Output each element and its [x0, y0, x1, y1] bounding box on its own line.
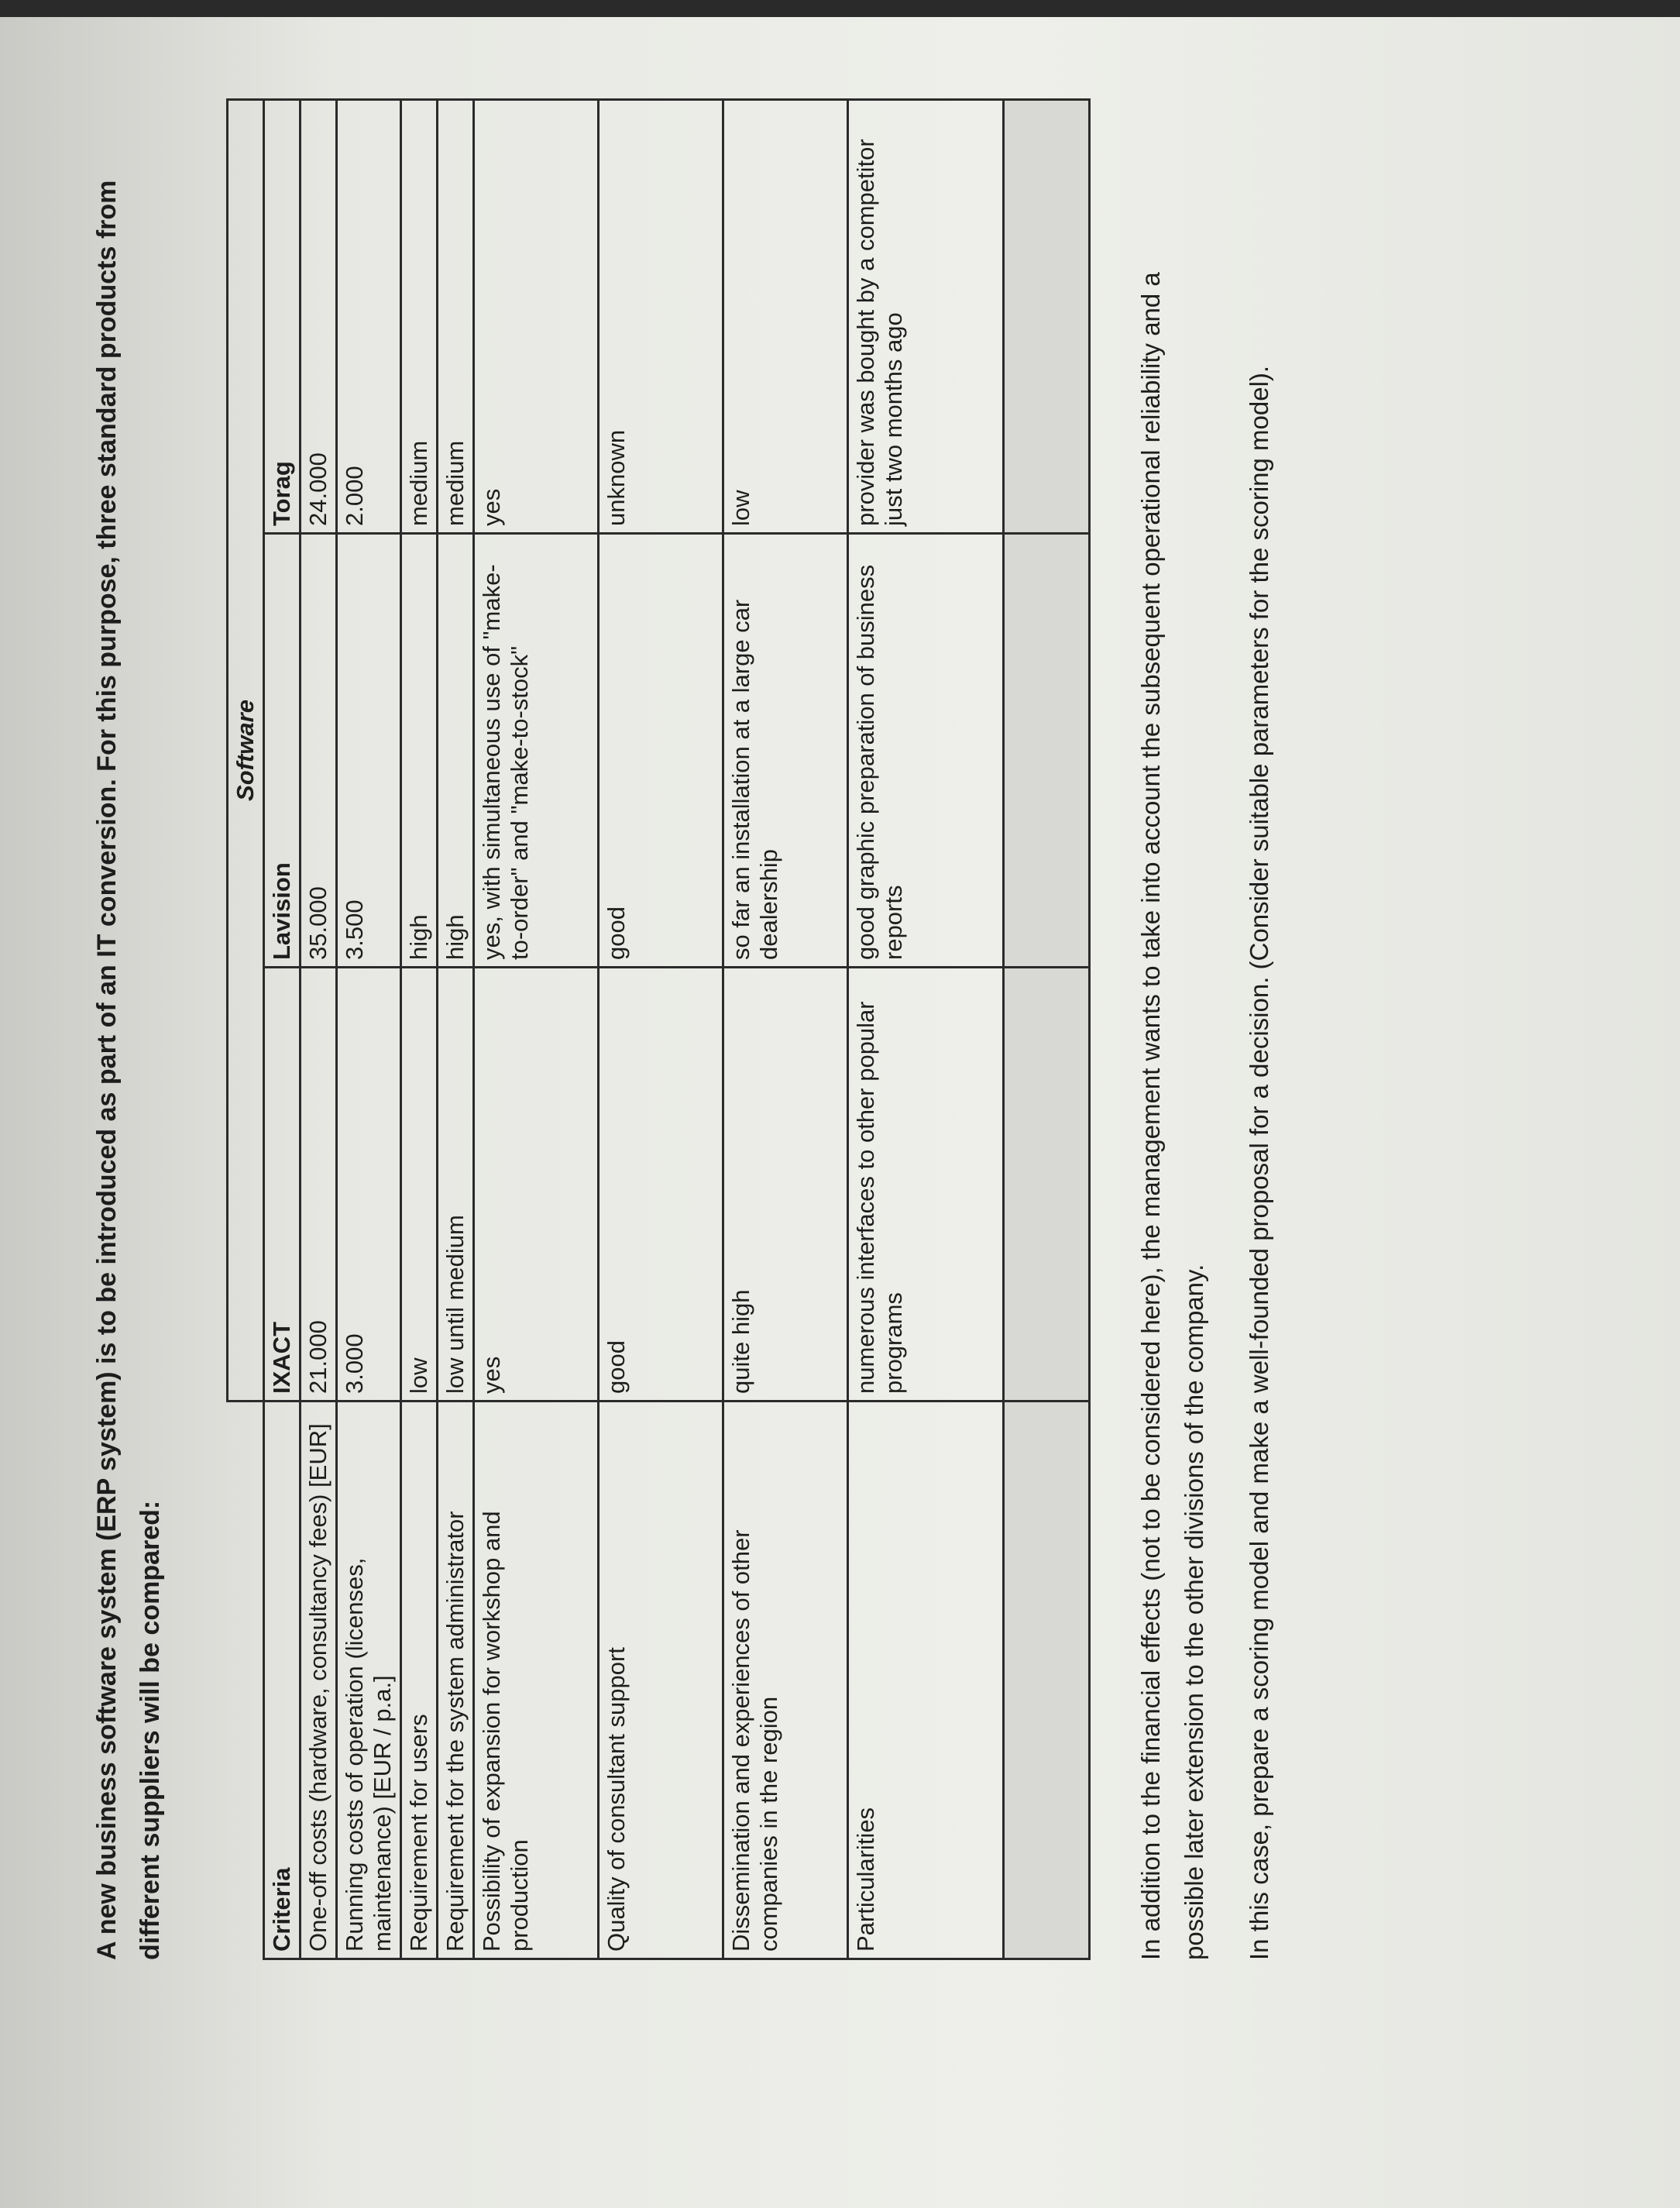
criteria-cell: Requirement for users	[401, 1401, 438, 1959]
value-cell: 3.000	[337, 968, 401, 1401]
intro-paragraph: A new business software system (ERP system) is to be introduced as part of an IT conversion. For this purpose, three standard products from different suppliers will be compared:	[92, 180, 165, 1960]
criteria-cell: Dissemination and experiences of other companies in the region	[723, 1401, 848, 1959]
value-cell: 21.000	[301, 968, 337, 1401]
value-cell: medium	[438, 99, 474, 533]
value-cell: good graphic preparation of business reports	[848, 534, 1004, 968]
empty-cell	[1004, 99, 1090, 533]
value-cell: yes	[474, 99, 599, 533]
table-row	[401, 99, 438, 1959]
value-cell: high	[438, 534, 474, 968]
empty-row	[1004, 99, 1090, 1959]
criteria-cell: Requirement for the system administrator	[438, 1401, 474, 1959]
value-cell: quite high	[723, 968, 848, 1401]
table-row	[599, 99, 723, 1959]
value-cell: 3.500	[337, 534, 401, 968]
table-row	[848, 99, 1004, 1959]
criteria-cell: Quality of consultant support	[599, 1401, 723, 1959]
criteria-cell: One-off costs (hardware, consultancy fees) [EUR]	[301, 1401, 337, 1959]
value-cell: numerous interfaces to other popular programs	[848, 968, 1004, 1401]
value-cell: 35.000	[301, 534, 337, 968]
value-cell: low	[401, 968, 438, 1401]
software-group-header: Software	[228, 99, 264, 1401]
value-cell: provider was bought by a competitor just two months ago	[848, 99, 1004, 533]
empty-cell	[1004, 534, 1090, 968]
table-row	[723, 99, 848, 1959]
value-cell: 2.000	[337, 99, 401, 533]
value-cell: yes, with simultaneous use of "make-to-order" and "make-to-stock"	[474, 534, 599, 968]
value-cell: high	[401, 534, 438, 968]
value-cell: unknown	[599, 99, 723, 533]
value-cell: yes	[474, 968, 599, 1401]
value-cell: low	[723, 99, 848, 533]
empty-cell	[1004, 1401, 1090, 1959]
value-cell: low until medium	[438, 968, 474, 1401]
comparison-table	[226, 98, 1091, 1960]
outro-paragraph-1: In addition to the financial effects (not to be considered here), the management wants to take into account the subsequent operational reliability and a possible later extension to the other divisions of the company.	[1136, 272, 1208, 1960]
table-row	[474, 99, 599, 1959]
value-cell: so far an installation at a large car dealership	[723, 534, 848, 968]
table-row	[301, 99, 337, 1959]
criteria-cell: Possibility of expansion for workshop and production	[474, 1401, 599, 1959]
table-row	[438, 99, 474, 1959]
value-cell: good	[599, 968, 723, 1401]
value-cell: medium	[401, 99, 438, 533]
empty-corner	[228, 1401, 264, 1959]
value-cell: good	[599, 534, 723, 968]
page-content	[85, 23, 1303, 1960]
criteria-cell: Particularities	[848, 1401, 1004, 1959]
table-row	[337, 99, 401, 1959]
criteria-header: Criteria	[264, 1401, 301, 1959]
group-header-row	[228, 99, 264, 1959]
header-row	[264, 99, 301, 1959]
product-header-lavision: Lavision	[264, 534, 301, 968]
task-text	[1129, 178, 1281, 1960]
product-header-ixact: IXACT	[264, 968, 301, 1401]
outro-paragraph-2: In this case, prepare a scoring model and make a well-founded proposal for a decision. (Consider suitable parameters for the scoring model).	[1245, 365, 1273, 1960]
criteria-cell: Running costs of operation (licenses, maintenance) [EUR / p.a.]	[337, 1401, 401, 1959]
empty-cell	[1004, 968, 1090, 1401]
value-cell: 24.000	[301, 99, 337, 533]
product-header-torag: Torag	[264, 99, 301, 533]
